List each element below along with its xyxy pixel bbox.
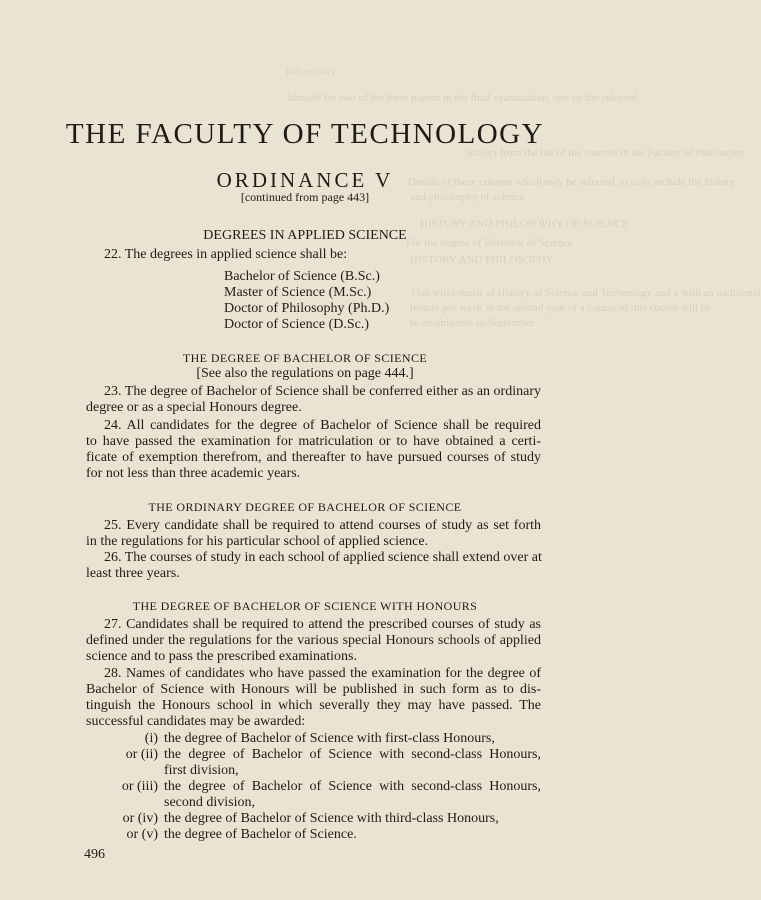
honours-option-label: or (iii) [121, 779, 158, 794]
honours-option-text: the degree of Bachelor of Science. [164, 827, 357, 842]
section-heading-bachelor: THE DEGREE OF BACHELOR OF SCIENCE [182, 351, 428, 365]
continued-note: [continued from page 443] [240, 190, 370, 204]
bleed-through-text: subject from the list of the courses in the Faculty of Philosophy [466, 147, 745, 159]
clause-27-line: science and to pass the prescribed examinations. [86, 649, 357, 664]
clause-28-line: Bachelor of Science with Honours will be published in such form as to dis- [86, 682, 541, 697]
bleed-through-text: re-examinable in September [410, 317, 535, 329]
section-heading-degrees: DEGREES IN APPLIED SCIENCE [203, 228, 407, 243]
degree-list-item: Bachelor of Science (B.Sc.) [224, 269, 380, 284]
clause-24-line: to have passed the examination for matriculation or to have obtained a certi- [86, 434, 541, 449]
section-heading-honours: THE DEGREE OF BACHELOR OF SCIENCE WITH HONOURS [132, 599, 478, 613]
honours-option-label: (i) [144, 731, 158, 746]
page-number: 496 [84, 847, 105, 862]
clause-23-line: degree or as a special Honours degree. [86, 400, 302, 415]
honours-option-text: the degree of Bachelor of Science with second-class Honours, [164, 779, 541, 794]
honours-option-text: second division, [164, 795, 255, 810]
honours-option-text: first division, [164, 763, 239, 778]
degree-list-item: Doctor of Science (D.Sc.) [224, 317, 370, 332]
honours-option-label: or (iv) [122, 811, 158, 826]
clause-27-line: 27. Candidates shall be required to attend the prescribed courses of study as [104, 617, 541, 632]
regulations-note: [See also the regulations on page 444.] [196, 366, 414, 381]
bleed-through-text: and philosophy of science [410, 191, 525, 203]
honours-option-text: the degree of Bachelor of Science with first-class Honours, [164, 731, 495, 746]
honours-option-label: or (ii) [125, 747, 158, 762]
clause-25-line: in the regulations for his particular school of applied science. [86, 534, 429, 549]
ordinance-title: ORDINANCE V [216, 168, 394, 192]
degree-list-item: Master of Science (M.Sc.) [224, 285, 372, 300]
bleed-through-text: HISTORY AND PHILOSOPHY OF SCIENCE [420, 218, 629, 230]
clause-28-line: 28. Names of candidates who have passed the examination for the degree of [104, 666, 541, 681]
clause-26-line: 26. The courses of study in each school of applied science shall extend over at [104, 550, 542, 565]
bleed-through-text: HISTORY AND PHILOSOPHY [410, 254, 554, 266]
clause-22: 22. The degrees in applied science shall be: [104, 247, 348, 262]
clause-24-line: 24. All candidates for the degree of Bachelor of Science shall be required [104, 418, 541, 433]
clause-27-line: defined under the regulations for the various special Honours schools of applied [86, 633, 541, 648]
section-heading-ordinary: THE ORDINARY DEGREE OF BACHELOR OF SCIENCE [148, 500, 462, 514]
clause-24-line: ficate of exemption therefrom, and thereafter to have pursued courses of study [86, 450, 541, 465]
faculty-title: THE FACULTY OF TECHNOLOGY [65, 118, 545, 150]
honours-option-text: the degree of Bachelor of Science with second-class Honours, [164, 747, 541, 762]
bleed-through-text: himself for two of the three papers in the final examination, one on the selected [288, 92, 638, 104]
clause-23-line: 23. The degree of Bachelor of Science shall be conferred either as an ordinary [104, 384, 541, 399]
clause-24-line: for not less than three academic years. [86, 466, 301, 481]
honours-option-text: the degree of Bachelor of Science with third-class Honours, [164, 811, 499, 826]
bleed-through-text: For the degree of Bachelor of Science [406, 237, 573, 249]
clause-28-line: successful candidates may be awarded: [86, 714, 306, 729]
bleed-through-text: This will consist of History of Science and Technology and a with an additional [410, 287, 761, 299]
clause-25-line: 25. Every candidate shall be required to attend courses of study as set forth [104, 518, 541, 533]
bleed-through-text: PHILOSOPHY [286, 68, 336, 77]
clause-26-line: least three years. [86, 566, 180, 581]
honours-option-label: or (v) [126, 827, 158, 842]
bleed-through-text: lecture per week in the second year of a course of this course will be [410, 302, 712, 314]
clause-28-line: tinguish the Honours school in which severally they may have passed. The [86, 698, 541, 713]
degree-list-item: Doctor of Philosophy (Ph.D.) [224, 301, 390, 316]
bleed-through-text: Details of these courses which may be selected so as to include the history [408, 176, 736, 188]
